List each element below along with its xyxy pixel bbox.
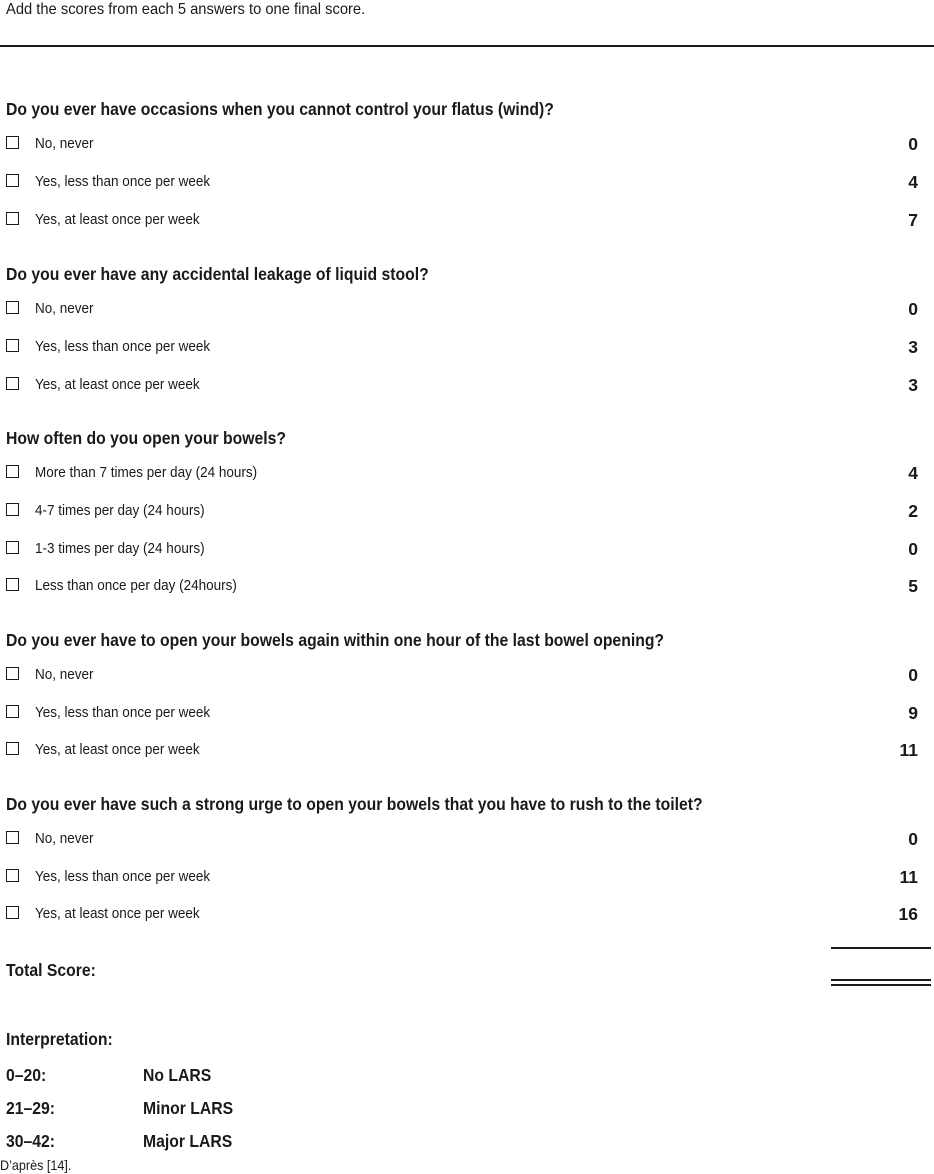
checkbox[interactable] [6, 831, 19, 844]
option-label: Less than once per day (24hours) [35, 577, 237, 594]
option-label: Yes, less than once per week [35, 173, 211, 190]
checkbox[interactable] [6, 742, 19, 755]
header-divider [0, 45, 934, 47]
question-1-option-1[interactable] [0, 134, 934, 156]
option-score: 3 [908, 375, 918, 395]
option-label: No, never [35, 300, 94, 317]
option-label: Yes, at least once per week [35, 741, 200, 758]
question-3-option-4[interactable] [0, 576, 934, 598]
question-3-option-1[interactable] [0, 463, 934, 485]
total-score-line [831, 947, 931, 949]
checkbox[interactable] [6, 667, 19, 680]
option-label: More than 7 times per day (24 hours) [35, 464, 258, 481]
question-4-text: Do you ever have to open your bowels again within one hour of the last bowel opening? [6, 630, 665, 650]
interpretation-row [0, 1064, 400, 1086]
option-label: No, never [35, 135, 94, 152]
checkbox[interactable] [6, 578, 19, 591]
interpretation-range: 30–42: [6, 1131, 56, 1151]
question-1-option-2[interactable] [0, 172, 934, 194]
question-5-text: Do you ever have such a strong urge to open your bowels that you have to rush to the toilet? [6, 794, 703, 814]
option-label: 4-7 times per day (24 hours) [35, 502, 205, 519]
source-citation: D’après [14]. [0, 1157, 72, 1173]
option-score: 11 [899, 867, 918, 887]
interpretation-title: Interpretation: [6, 1029, 113, 1049]
option-score: 16 [898, 904, 918, 924]
option-label: Yes, at least once per week [35, 211, 200, 228]
option-score: 0 [908, 299, 918, 319]
option-score: 0 [908, 829, 918, 849]
checkbox[interactable] [6, 906, 19, 919]
question-5-option-2[interactable] [0, 867, 934, 889]
interpretation-row [0, 1130, 400, 1152]
checkbox[interactable] [6, 136, 19, 149]
question-2-text: Do you ever have any accidental leakage of liquid stool? [6, 264, 429, 284]
checkbox[interactable] [6, 339, 19, 352]
option-score: 0 [908, 134, 918, 154]
interpretation-range: 0–20: [6, 1065, 47, 1085]
option-label: Yes, less than once per week [35, 868, 211, 885]
interpretation-label: Major LARS [143, 1131, 233, 1151]
question-3-text: How often do you open your bowels? [6, 428, 286, 448]
question-4-option-1[interactable] [0, 665, 934, 687]
option-score: 9 [908, 703, 918, 723]
option-score: 3 [908, 337, 918, 357]
total-score-double-underline-bottom [831, 984, 931, 986]
option-score: 2 [908, 501, 918, 521]
checkbox[interactable] [6, 212, 19, 225]
option-score: 4 [908, 463, 918, 483]
question-3-option-2[interactable] [0, 501, 934, 523]
total-score-double-underline-top [831, 979, 931, 981]
option-label: Yes, less than once per week [35, 704, 211, 721]
checkbox[interactable] [6, 503, 19, 516]
question-4-option-3[interactable] [0, 740, 934, 762]
option-label: No, never [35, 830, 94, 847]
option-label: No, never [35, 666, 94, 683]
instructions-text: Add the scores from each 5 answers to one final score. [6, 1, 366, 18]
checkbox[interactable] [6, 377, 19, 390]
checkbox[interactable] [6, 174, 19, 187]
question-5-option-1[interactable] [0, 829, 934, 851]
option-label: 1-3 times per day (24 hours) [35, 540, 205, 557]
checkbox[interactable] [6, 541, 19, 554]
option-label: Yes, at least once per week [35, 376, 200, 393]
option-score: 4 [908, 172, 918, 192]
option-score: 7 [908, 210, 918, 230]
checkbox[interactable] [6, 301, 19, 314]
interpretation-label: No LARS [143, 1065, 212, 1085]
option-score: 0 [908, 665, 918, 685]
option-label: Yes, less than once per week [35, 338, 211, 355]
checkbox[interactable] [6, 869, 19, 882]
total-score-label: Total Score: [6, 960, 96, 980]
checkbox[interactable] [6, 465, 19, 478]
question-1-option-3[interactable] [0, 210, 934, 232]
question-5-option-3[interactable] [0, 904, 934, 926]
option-score: 5 [908, 576, 918, 596]
question-2-option-3[interactable] [0, 375, 934, 397]
interpretation-range: 21–29: [6, 1098, 56, 1118]
question-4-option-2[interactable] [0, 703, 934, 725]
question-1-text: Do you ever have occasions when you cannot control your flatus (wind)? [6, 99, 554, 119]
question-2-option-1[interactable] [0, 299, 934, 321]
question-3-option-3[interactable] [0, 539, 934, 561]
option-score: 11 [899, 740, 918, 760]
checkbox[interactable] [6, 705, 19, 718]
interpretation-row [0, 1097, 400, 1119]
interpretation-label: Minor LARS [143, 1098, 234, 1118]
question-2-option-2[interactable] [0, 337, 934, 359]
option-score: 0 [908, 539, 918, 559]
option-label: Yes, at least once per week [35, 905, 200, 922]
